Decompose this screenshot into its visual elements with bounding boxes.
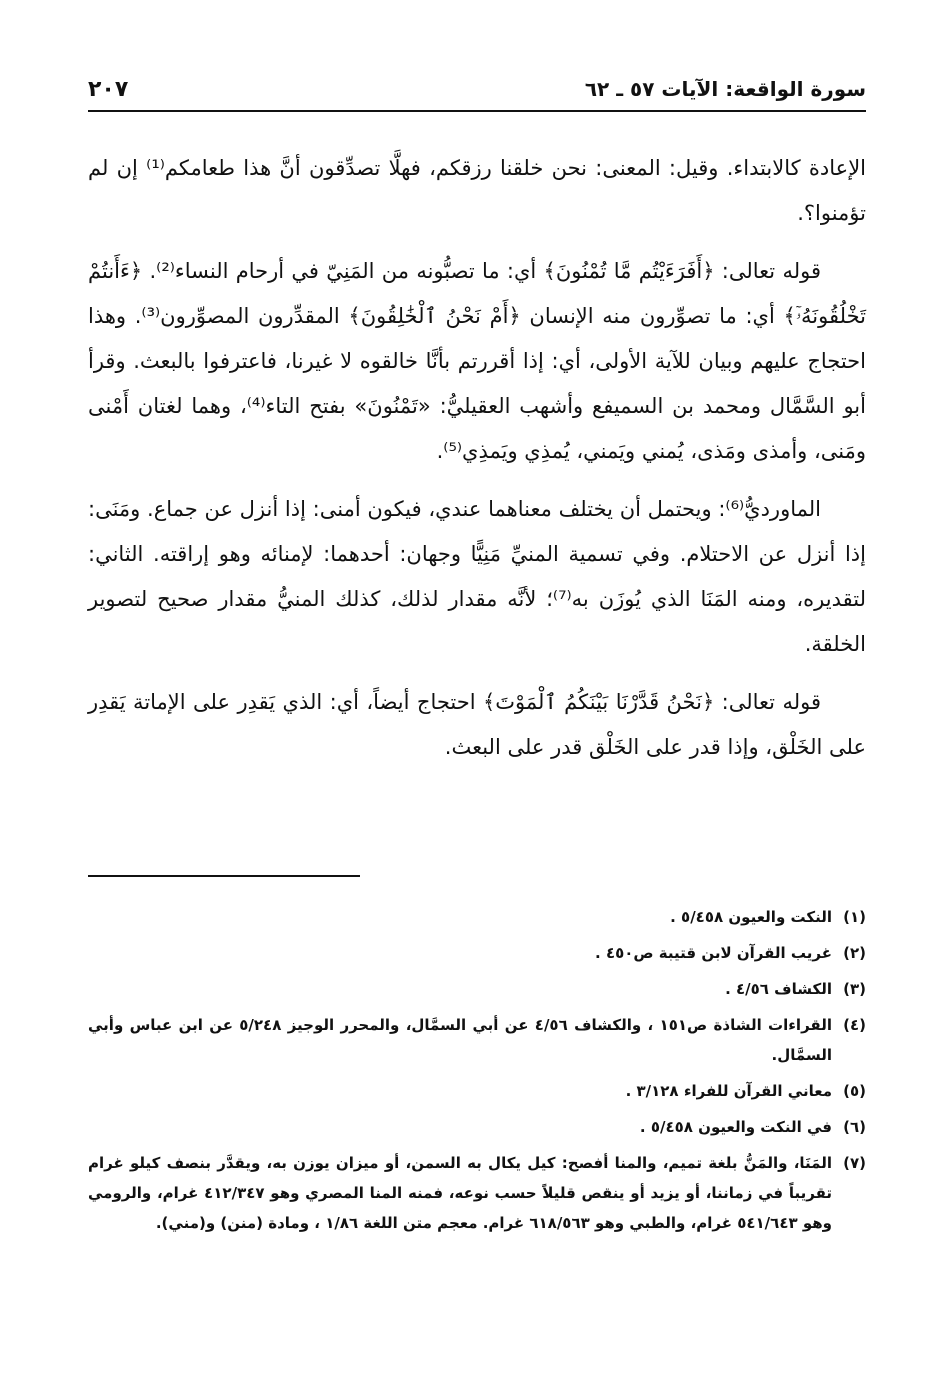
paragraph: الإعادة كالابتداء. وقيل: المعنى: نحن خلقنا رزقكم، فهلَّا تصدِّقون أنَّ هذا طعامكم⁽¹⁾ إن لم تؤمنوا؟.	[88, 156, 867, 225]
footnote-text: الكشاف ٤/٥٦ .	[725, 980, 832, 998]
footnote-text: في النكت والعيون ٥/٤٥٨ .	[639, 1118, 832, 1136]
footnote-number: (٧)	[843, 1154, 866, 1172]
footnote-text: غريب القرآن لابن قتيبة ص٤٥٠ .	[595, 944, 832, 962]
footnote-number: (٣)	[843, 980, 866, 998]
footnote	[88, 1112, 866, 1142]
footnote-number: (٥)	[843, 1082, 866, 1100]
main-text	[88, 146, 866, 783]
footnote-text: معاني القرآن للفراء ٣/١٢٨ .	[625, 1082, 832, 1100]
footnote-text: المَنَا، والمَنُّ بلغة تميم، والمنا أفصح: كيل يكال به السمن، أو ميزان يوزن به، ويقدَّر بنصف كيلو غرام تقريباً في زماننا، أو يزيد أو ينقص قليلاً حسب نوعه، فمنه المنا المصري وهو ٤١٢/٣٤٧ غرام، والرومي وهو ٥٤١/٦٤٣ غرام، والطبي وهو ٦١٨/٥٦٣ غرام. معجم متن اللغة ١/٨٦ ، ومادة (منن) و(مني).	[88, 1154, 832, 1232]
footnote	[88, 902, 866, 932]
footnote	[88, 1010, 866, 1070]
footnote-number: (٢)	[843, 944, 866, 962]
footnote	[88, 974, 866, 1004]
footnote-number: (٤)	[843, 1016, 866, 1034]
paragraph: قوله تعالى: ﴿أَفَرَءَيْتُم مَّا تُمْنُونَ﴾ أي: ما تصبُّونه من المَنِيّ في أرحام النساء⁽²⁾. ﴿ءَأَنتُمْ تَخْلُقُونَهُۥٓ﴾ أي: ما تصوِّرون منه الإنسان ﴿أَمْ نَحْنُ ٱلْخَٰلِقُونَ﴾ المقدِّرون المصوِّرون⁽³⁾. وهذا احتجاج عليهم وبيان للآية الأولى، أي: إذا أقررتم بأنَّا خالقوه لا غيرنا، فاعترفوا بالبعث. وقرأ أبو السَّمَّال ومحمد بن السميفع وأشهب العقيليُّ: «تَمْنُونَ» بفتح التاء⁽⁴⁾، وهما لغتان أَمْنى ومَنى، وأمذى ومَذى، يُمني ويَمني، يُمذِي ويَمذِي⁽⁵⁾.	[88, 259, 866, 463]
footnote-text: القراءات الشاذة ص١٥١ ، والكشاف ٤/٥٦ عن أبي السمَّال، والمحرر الوجيز ٥/٢٤٨ عن ابن عباس وأبي السمَّال.	[88, 1016, 832, 1064]
header-divider	[88, 110, 866, 112]
footnote-text: النكت والعيون ٥/٤٥٨ .	[670, 908, 832, 926]
header-title: سورة الواقعة: الآيات ٥٧ ـ ٦٢	[584, 77, 866, 101]
footnote	[88, 938, 866, 968]
footnote-divider	[88, 875, 360, 877]
page-number: ٢٠٧	[88, 76, 129, 102]
footnote	[88, 1076, 866, 1106]
paragraph: الماورديُّ⁽⁶⁾: ويحتمل أن يختلف معناهما عندي، فيكون أمنى: إذا أنزل عن جماع. ومَنَى: إذا أنزل عن الاحتلام. وفي تسمية المنيِّ مَنِيًّا وجهان: أحدهما: لإمنائه وهو إراقته. الثاني: لتقديره، ومنه المَنَا الذي يُوزَن به⁽⁷⁾؛ لأنَّه مقدار لذلك، كذلك المنيُّ مقدار صحيح لتصوير الخلقة.	[88, 497, 866, 656]
paragraph: قوله تعالى: ﴿نَحْنُ قَدَّرْنَا بَيْنَكُمُ ٱلْمَوْتَ﴾ احتجاج أيضاً، أي: الذي يَقدِر على الإماتة يَقدِر على الخَلْق، وإذا قدر على الخَلْق قدر على البعث.	[88, 690, 866, 759]
footnote-number: (١)	[843, 908, 866, 926]
footnote	[88, 1148, 866, 1238]
footnote-number: (٦)	[843, 1118, 866, 1136]
book-page	[88, 0, 866, 1386]
footnotes	[88, 902, 866, 1244]
running-header	[88, 72, 866, 106]
